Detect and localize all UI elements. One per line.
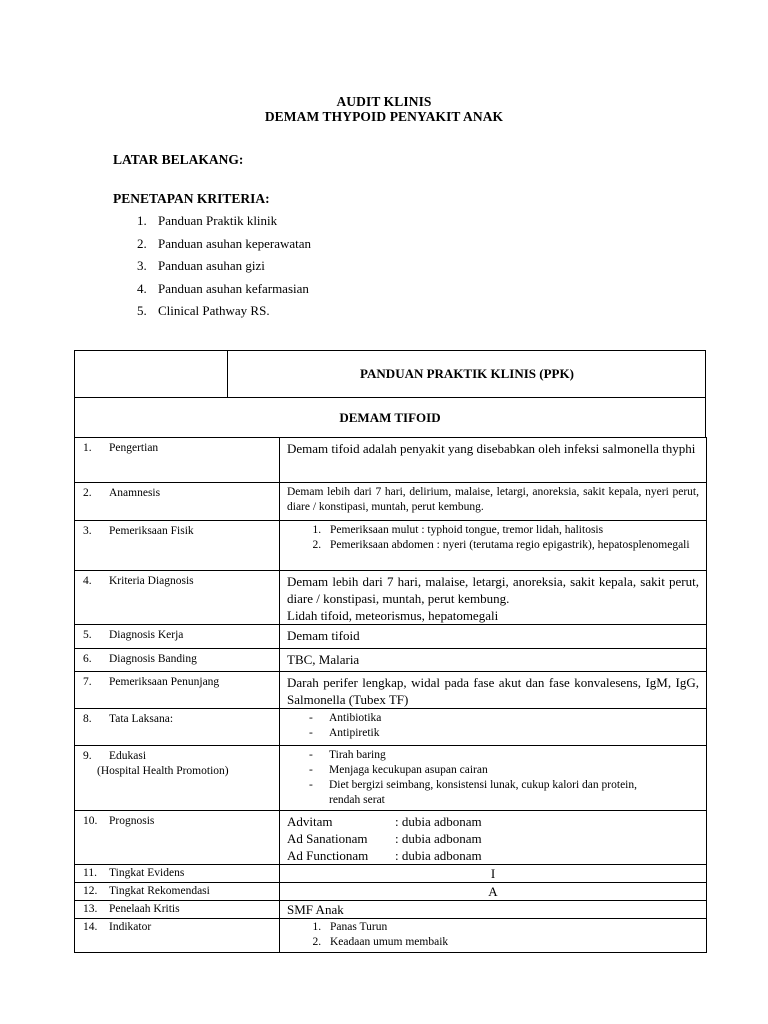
row-label: Tingkat Evidens [109, 867, 185, 879]
row-value: I [490, 866, 496, 881]
table-row: 2. Anamnesis Demam lebih dari 7 hari, delirium, malaise, letargi, anoreksia, sakit kepala, nyeri perut, diare / konstipasi, muntah, perut kembung. [75, 483, 707, 521]
row-value: TBC, Malaria [287, 652, 360, 667]
row-label: Tata Laksana: [109, 713, 174, 725]
row-label: Indikator [109, 921, 152, 933]
doc-title-line1: AUDIT KLINIS [336, 94, 432, 109]
row-label: Prognosis [109, 815, 155, 827]
row-label: Penelaah Kritis [109, 903, 180, 915]
list-item: 2. Pemeriksaan abdomen : nyeri (terutama regio epigastrik), hepatosplenomegali [324, 538, 699, 553]
row-value: Demam lebih dari 7 hari, delirium, malaise, letargi, anoreksia, sakit kepala, nyeri perut, diare / konstipasi, muntah, perut kembung. [287, 486, 699, 513]
doc-title-line2: DEMAM THYPOID PENYAKIT ANAK [264, 109, 504, 124]
row-value-extra: Lidah tifoid, meteorismus, hepatomegali [287, 608, 499, 623]
ppk-table [74, 437, 707, 953]
table-row: 14. Indikator 1. Panas Turun 2. Keadaan umum membaik [75, 919, 707, 953]
row-label: Pemeriksaan Fisik [109, 525, 194, 537]
prognosis-line: Ad Sanationam : dubia adbonam [287, 831, 482, 846]
criteria-list [137, 213, 311, 326]
list-item: - Tirah baring [309, 749, 386, 761]
section-background-heading: LATAR BELAKANG: [113, 152, 244, 167]
list-item: - Antipiretik [309, 727, 380, 739]
value-list [280, 523, 699, 553]
table-row: 3. Pemeriksaan Fisik 1. Pemeriksaan mulut : typhoid tongue, tremor lidah, halitosis 2. Pemeriksaan abdomen : nyeri (terutama regio epigastrik), hepatosplenomegali [75, 521, 707, 571]
table-row: 5. Diagnosis Kerja Demam tifoid [75, 625, 707, 649]
table-row: 9. Edukasi (Hospital Health Promotion) - Tirah baring - Menjaga kecukupan asupan cairan - Diet bergizi seimbang, konsistensi lunak, cukup kalori dan protein, rendah serat [75, 746, 707, 811]
row-label: Tingkat Rekomendasi [109, 885, 210, 897]
row-value: Demam tifoid adalah penyakit yang disebabkan oleh infeksi salmonella thyphi [287, 441, 696, 456]
list-item: - Diet bergizi seimbang, konsistensi lunak, cukup kalori dan protein, rendah serat [309, 779, 637, 806]
row-value: A [488, 884, 498, 899]
row-value: Demam lebih dari 7 hari, malaise, letargi, anoreksia, sakit kepala, sakit perut, diare / konstipasi, muntah, perut kembung. [287, 574, 699, 606]
table-row: 11. Tingkat Evidens I [75, 865, 707, 883]
row-value: Darah perifer lengkap, widal pada fase akut dan fase konvalesens, IgM, IgG, Salmonella (Tubex TF) [287, 675, 699, 707]
table-row: 8. Tata Laksana: - Antibiotika - Antipiretik [75, 709, 707, 746]
list-item: 1. Panduan Praktik klinik [137, 213, 278, 228]
ppk-header-table [74, 350, 706, 438]
row-value: SMF Anak [287, 902, 344, 917]
table-row: 6. Diagnosis Banding TBC, Malaria [75, 649, 707, 672]
row-label: Anamnesis [109, 487, 161, 499]
prognosis-line: Advitam : dubia adbonam [287, 814, 482, 829]
list-item: 1. Panas Turun [324, 920, 699, 935]
row-label: Diagnosis Banding [109, 653, 197, 665]
list-item: 4. Panduan asuhan kefarmasian [137, 280, 309, 296]
list-item: - Menjaga kecukupan asupan cairan [309, 764, 488, 776]
ppk-header-title: PANDUAN PRAKTIK KLINIS (PPK) [360, 366, 574, 381]
table-row: 1. Pengertian Demam tifoid adalah penyakit yang disebabkan oleh infeksi salmonella thyphi [75, 438, 707, 483]
row-label: Pemeriksaan Penunjang [109, 676, 220, 688]
row-label: Pengertian [109, 442, 159, 454]
list-item: 2. Keadaan umum membaik [324, 935, 699, 950]
list-item: 5. Clinical Pathway RS. [137, 303, 270, 319]
value-list [287, 748, 699, 808]
table-row: 4. Kriteria Diagnosis Demam lebih dari 7 hari, malaise, letargi, anoreksia, sakit kepala, sakit perut, diare / konstipasi, muntah, perut kembung. Lidah tifoid, meteorismus, hepatomegali [75, 571, 707, 625]
row-label: Diagnosis Kerja [109, 629, 184, 641]
row-label: Edukasi [109, 750, 147, 762]
value-list [287, 711, 699, 741]
row-label-sub: (Hospital Health Promotion) [97, 765, 229, 777]
value-list [280, 920, 699, 950]
list-item: 1. Pemeriksaan mulut : typhoid tongue, tremor lidah, halitosis [324, 523, 699, 538]
table-row: 7. Pemeriksaan Penunjang Darah perifer lengkap, widal pada fase akut dan fase konvalesens, IgM, IgG, Salmonella (Tubex TF) [75, 672, 707, 709]
list-item: - Antibiotika [309, 712, 382, 724]
ppk-subheader-title: DEMAM TIFOID [339, 410, 441, 425]
prognosis-line: Ad Functionam : dubia adbonam [287, 848, 482, 863]
table-row: 13. Penelaah Kritis SMF Anak [75, 901, 707, 919]
list-item: 2. Panduan asuhan keperawatan [137, 235, 312, 251]
row-label: Kriteria Diagnosis [109, 575, 194, 587]
list-item: 3. Panduan asuhan gizi [137, 258, 265, 274]
table-row: 12. Tingkat Rekomendasi A [75, 883, 707, 901]
row-value: Demam tifoid [287, 628, 360, 643]
table-row: 10. Prognosis Advitam : dubia adbonam Ad Sanationam : dubia adbonam Ad Functionam : dubia adbonam [75, 811, 707, 865]
section-criteria-heading: PENETAPAN KRITERIA: [113, 191, 270, 206]
